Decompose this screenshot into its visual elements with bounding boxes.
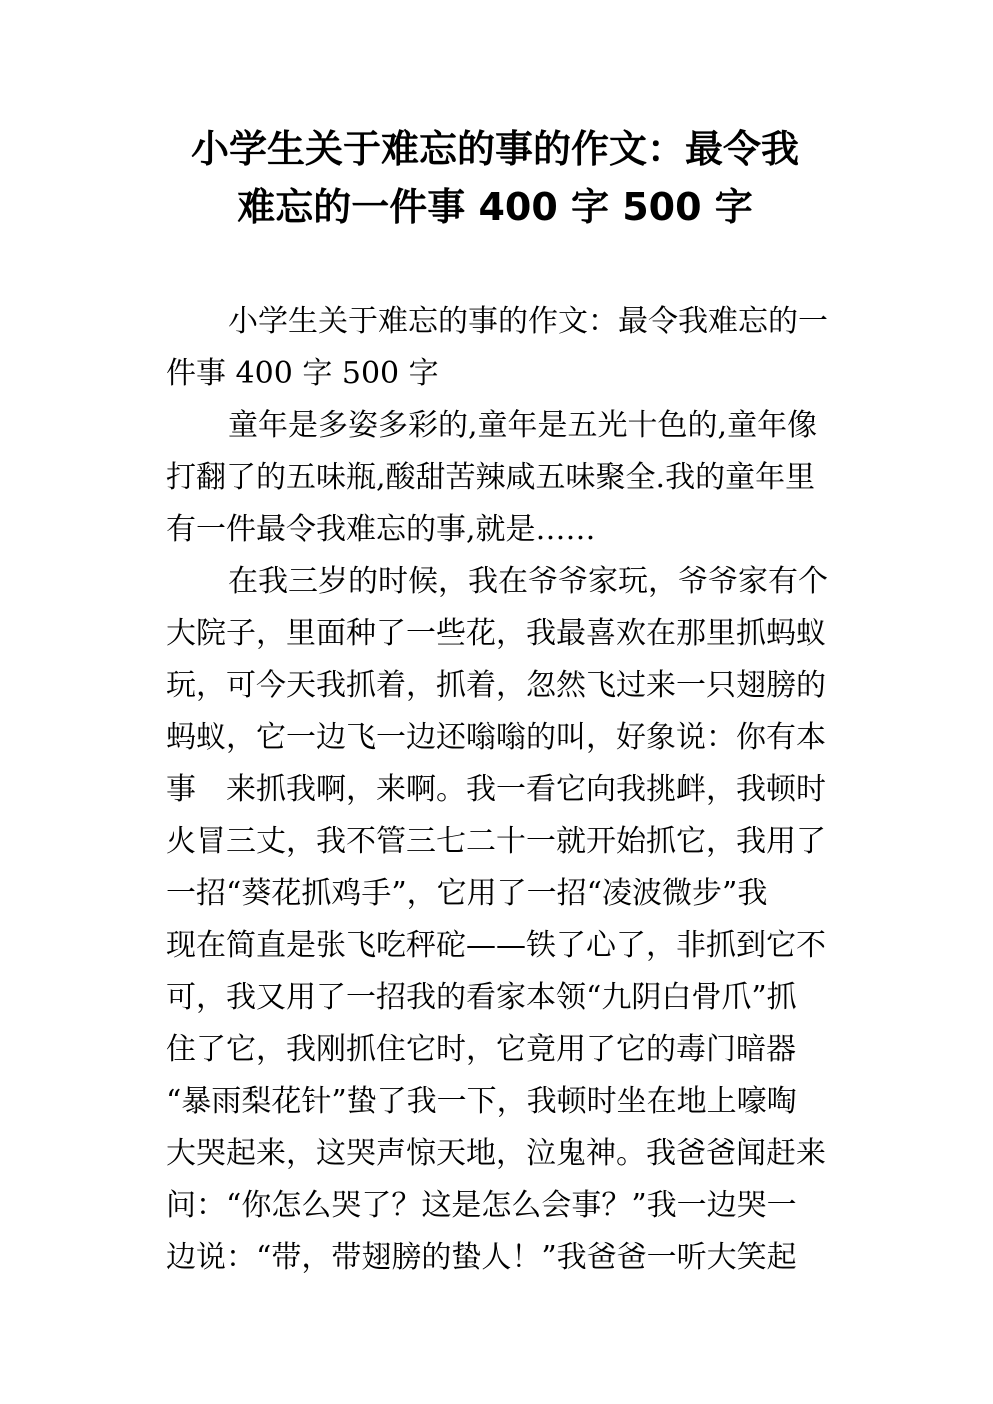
title-line-2: 难忘的一件事 400 字 500 字 (237, 185, 753, 229)
text-line: 件事 400 字 500 字 (166, 356, 439, 391)
text-line: 一招“葵花抓鸡手”，它用了一招“凌波微步”我 (166, 876, 768, 911)
text-line: 打翻了的五味瓶,酸甜苦辣咸五味聚全.我的童年里 (166, 460, 816, 495)
text-line: 大院子，里面种了一些花，我最喜欢在那里抓蚂蚁 (166, 616, 826, 651)
text-line: 事 来抓我啊，来啊。我一看它向我挑衅，我顿时 (166, 772, 826, 807)
text-line: 童年是多姿多彩的,童年是五光十色的,童年像 (228, 408, 818, 443)
text-line: 在我三岁的时候，我在爷爷家玩，爷爷家有个 (228, 564, 828, 599)
text-line: 蚂蚁，它一边飞一边还嗡嗡的叫，好象说：你有本 (166, 720, 826, 755)
text-line: 火冒三丈，我不管三七二十一就开始抓它，我用了 (166, 824, 826, 859)
text-line: 小学生关于难忘的事的作文：最令我难忘的一 (228, 304, 828, 339)
text-line: 问：“你怎么哭了？这是怎么会事？”我一边哭一 (166, 1188, 797, 1223)
text-line: 现在简直是张飞吃秤砣——铁了心了，非抓到它不 (166, 928, 826, 963)
text-line: 玩，可今天我抓着，抓着，忽然飞过来一只翅膀的 (166, 668, 826, 703)
text-line: 住了它，我刚抓住它时，它竟用了它的毒门暗器 (166, 1032, 796, 1067)
text-line: 有一件最令我难忘的事,就是…… (166, 512, 596, 547)
title-line-1: 小学生关于难忘的事的作文：最令我 (190, 127, 799, 171)
document-title (160, 120, 830, 236)
text-line: 可，我又用了一招我的看家本领“九阴白骨爪”抓 (166, 980, 797, 1015)
document-body (166, 296, 836, 1284)
text-line: 边说：“带，带翅膀的蛰人！”我爸爸一听大笑起 (166, 1240, 797, 1275)
text-line: 大哭起来，这哭声惊天地，泣鬼神。我爸爸闻赶来 (166, 1136, 826, 1171)
text-line: “暴雨梨花针”蛰了我一下，我顿时坐在地上嚎啕 (166, 1084, 797, 1119)
